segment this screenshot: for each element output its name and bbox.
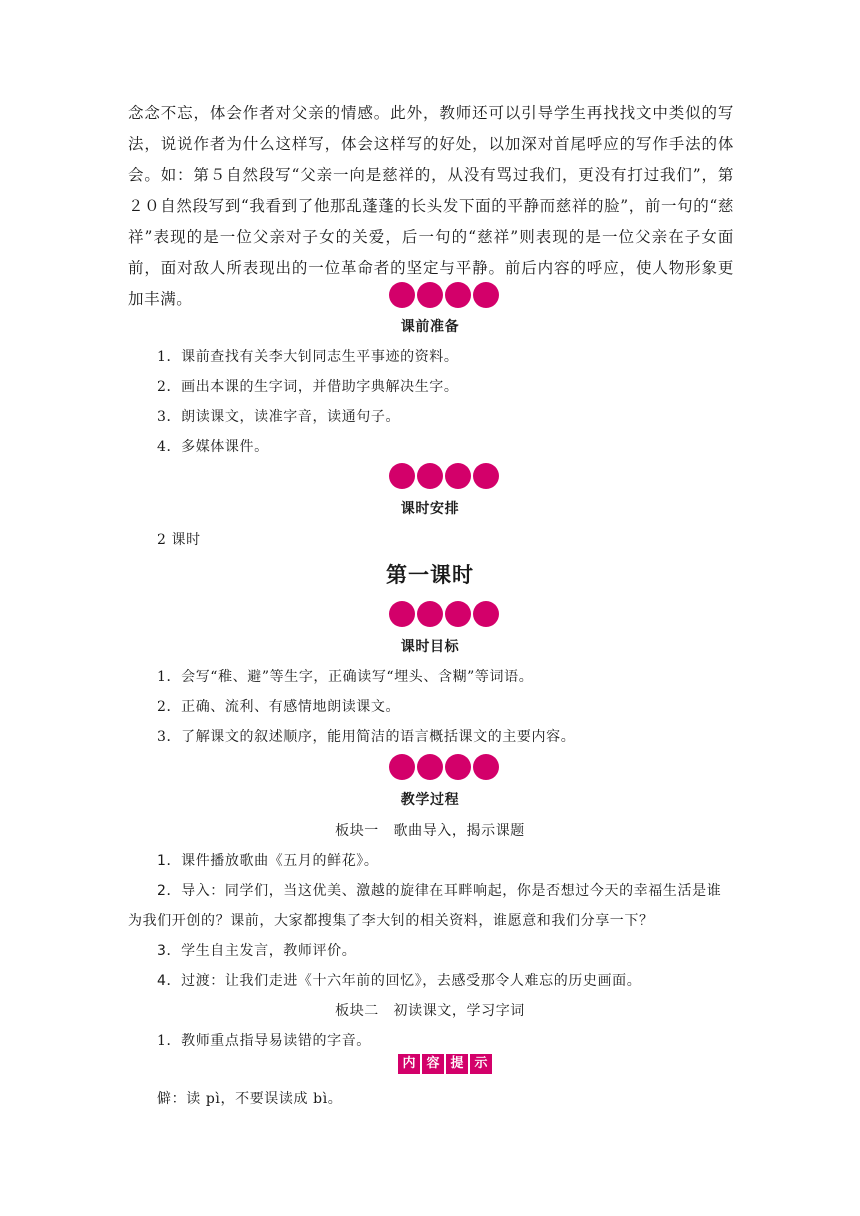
section-divider-hearts [388, 281, 500, 309]
block2-title: 板块二 初读课文，学习字词 [335, 1003, 525, 1019]
tip-char: 内 [398, 1054, 420, 1074]
goal-item: 1．会写“稚、避”等生字，正确读写“埋头、含糊”等词语。 [157, 669, 534, 685]
section-divider-hearts [388, 600, 500, 628]
process-item: 1．课件播放歌曲《五月的鲜花》。 [157, 853, 379, 869]
process-item: 3．学生自主发言，教师评价。 [157, 943, 357, 959]
lesson-title: 第一课时 [386, 563, 474, 587]
tip-text: 僻：读 pì，不要误读成 bì。 [157, 1091, 343, 1107]
process-item-continued: 为我们开创的？课前，大家都搜集了李大钊的相关资料，谁愿意和我们分享一下？ [128, 913, 654, 929]
prep-item: 2．画出本课的生字词，并借助字典解决生字。 [157, 379, 459, 395]
block1-title: 板块一 歌曲导入，揭示课题 [335, 823, 525, 839]
goals-heading: 课时目标 [400, 639, 460, 655]
intro-paragraph: 念念不忘，体会作者对父亲的情感。此外，教师还可以引导学生再找找文中类似的写法，说说作者为什么这样写，体会这样写的好处，以加深对首尾呼应的写作手法的体会。如：第５自然段写“父亲一向是慈祥的，从没有骂过我们，更没有打过我们”，第２０自然段写到“我看到了他那乱蓬蓬的长头发下面的平静而慈祥的脸”，前一句的“慈祥”表现的是一位父亲对子女的关爱，后一句的“慈祥”则表现的是一位父亲在子女面前，面对敌人所表现出的一位革命者的坚定与平静。前后内容的呼应，使人物形象更加丰满。 [128, 104, 734, 308]
goal-item: 2．正确、流利、有感情地朗读课文。 [157, 699, 401, 715]
process-item: 4．过渡：让我们走进《十六年前的回忆》，去感受那令人难忘的历史画面。 [157, 973, 642, 989]
section-divider-hearts [388, 753, 500, 781]
section-divider-hearts [388, 462, 500, 490]
prep-item: 4．多媒体课件。 [157, 439, 269, 455]
tip-char: 容 [422, 1054, 444, 1074]
process-heading: 教学过程 [400, 792, 460, 808]
tip-char: 示 [470, 1054, 492, 1074]
prep-item: 3．朗读课文，读准字音，读通句子。 [157, 409, 401, 425]
process-item: 1．教师重点指导易读错的字音。 [157, 1033, 371, 1049]
tip-char: 提 [446, 1054, 468, 1074]
goal-item: 3．了解课文的叙述顺序，能用简洁的语言概括课文的主要内容。 [157, 729, 576, 745]
process-item: 2．导入：同学们，当这优美、激越的旋律在耳畔响起，你是否想过今天的幸福生活是谁 [157, 883, 722, 899]
prep-item: 1．课前查找有关李大钊同志生平事迹的资料。 [157, 349, 459, 365]
schedule-heading: 课时安排 [400, 501, 460, 517]
prep-heading: 课前准备 [400, 319, 460, 335]
content-tip-label [398, 1054, 492, 1074]
schedule-text: 2 课时 [157, 532, 201, 548]
